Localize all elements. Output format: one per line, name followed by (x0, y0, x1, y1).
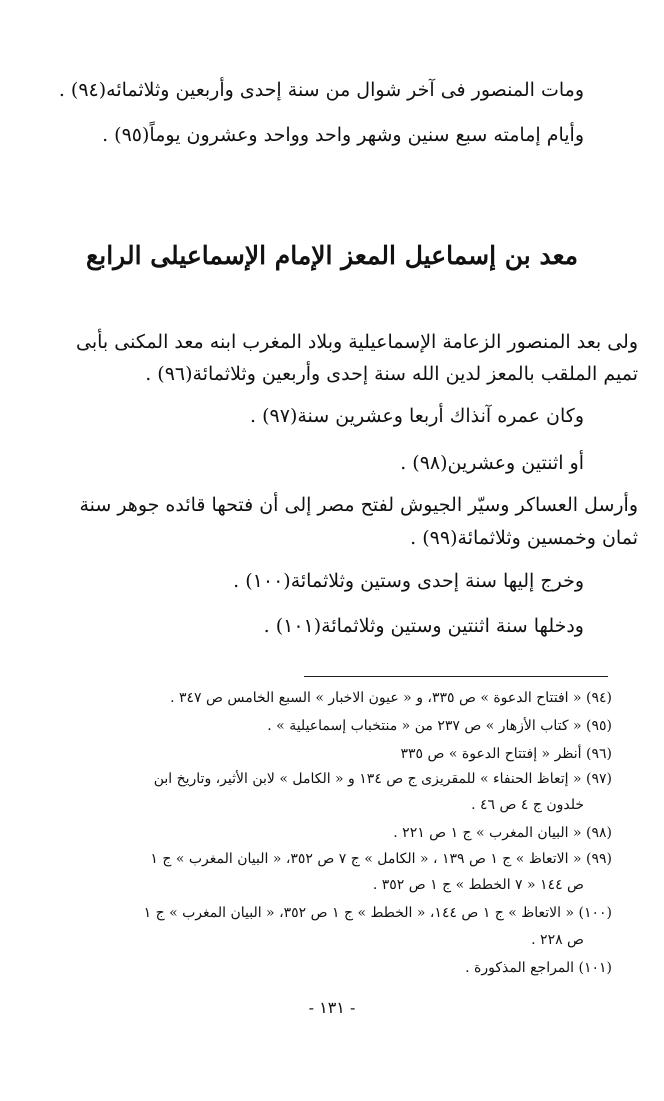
footnote-100: (١٠٠) « الاتعاظ » ج ١ ص ١٤٤، « الخطط » ج ١ ص ٣٥٢، « البيان المغرب » ج ١ (143, 905, 612, 921)
body-line-3: وكان عمره آنذاك أربعا وعشرين سنة(٩٧) . (250, 405, 584, 427)
footnote-96: (٩٦) أنظر « إفتتاح الدعوة » ص ٣٣٥ (400, 746, 612, 762)
footnote-97-cont: خلدون ج ٤ ص ٤٦ . (471, 797, 584, 813)
intro-line-2: وأيام إمامته سبع سنين وشهر واحد وواحد وعشرون يوماً(٩٥) . (102, 124, 584, 146)
footnote-separator (304, 676, 608, 677)
footnote-99-cont: ص ١٤٤ « ٧ الخطط » ج ١ ص ٣٥٢ . (372, 877, 584, 893)
footnote-94: (٩٤) « افتتاح الدعوة » ص ٣٣٥، و « عيون الاخبار » السبع الخامس ص ٣٤٧ . (170, 690, 612, 706)
body-line-4: أو اثنتين وعشرين(٩٨) . (400, 452, 584, 474)
intro-line-1: ومات المنصور فى آخر شوال من سنة إحدى وأربعين وثلاثمائه(٩٤) . (58, 79, 584, 101)
body-line-7: وخرج إليها سنة إحدى وستين وثلاثمائة(١٠٠) . (233, 570, 584, 592)
body-line-2: تميم الملقب بالمعز لدين الله سنة إحدى وأربعين وثلاثمائة(٩٦) . (145, 363, 638, 385)
section-heading: معد بن إسماعيل المعز الإمام الإسماعيلى الرابع (85, 241, 579, 270)
body-line-5: وأرسل العساكر وسيّر الجيوش لفتح مصر إلى أن فتحها قائده جوهر سنة (79, 494, 638, 516)
body-line-6: ثمان وخمسين وثلاثمائة(٩٩) . (410, 527, 638, 549)
body-line-1: ولى بعد المنصور الزعامة الإسماعيلية وبلاد المغرب ابنه معد المكنى بأبى (76, 331, 638, 353)
footnote-101: (١٠١) المراجع المذكورة . (465, 960, 612, 976)
body-line-8: ودخلها سنة اثنتين وستين وثلاثمائة(١٠١) . (263, 615, 584, 637)
footnote-95: (٩٥) « كتاب الأزهار » ص ٢٣٧ من « منتخباب إسماعيلية » . (267, 718, 612, 734)
footnote-97: (٩٧) « إتعاظ الحنفاء » للمقريزى ج ص ١٣٤ و « الكامل » لابن الأثير، وتاريخ ابن (153, 771, 612, 787)
footnote-99: (٩٩) « الاتعاظ » ج ١ ص ١٣٩ ، « الكامل » ج ٧ ص ٣٥٢، « البيان المغرب » ج ١ (150, 851, 612, 867)
footnote-100-cont: ص ٢٢٨ . (531, 932, 584, 948)
footnote-98: (٩٨) « البيان المغرب » ج ١ ص ٢٢١ . (393, 825, 612, 841)
page-number: - ١٣١ - (308, 998, 356, 1017)
